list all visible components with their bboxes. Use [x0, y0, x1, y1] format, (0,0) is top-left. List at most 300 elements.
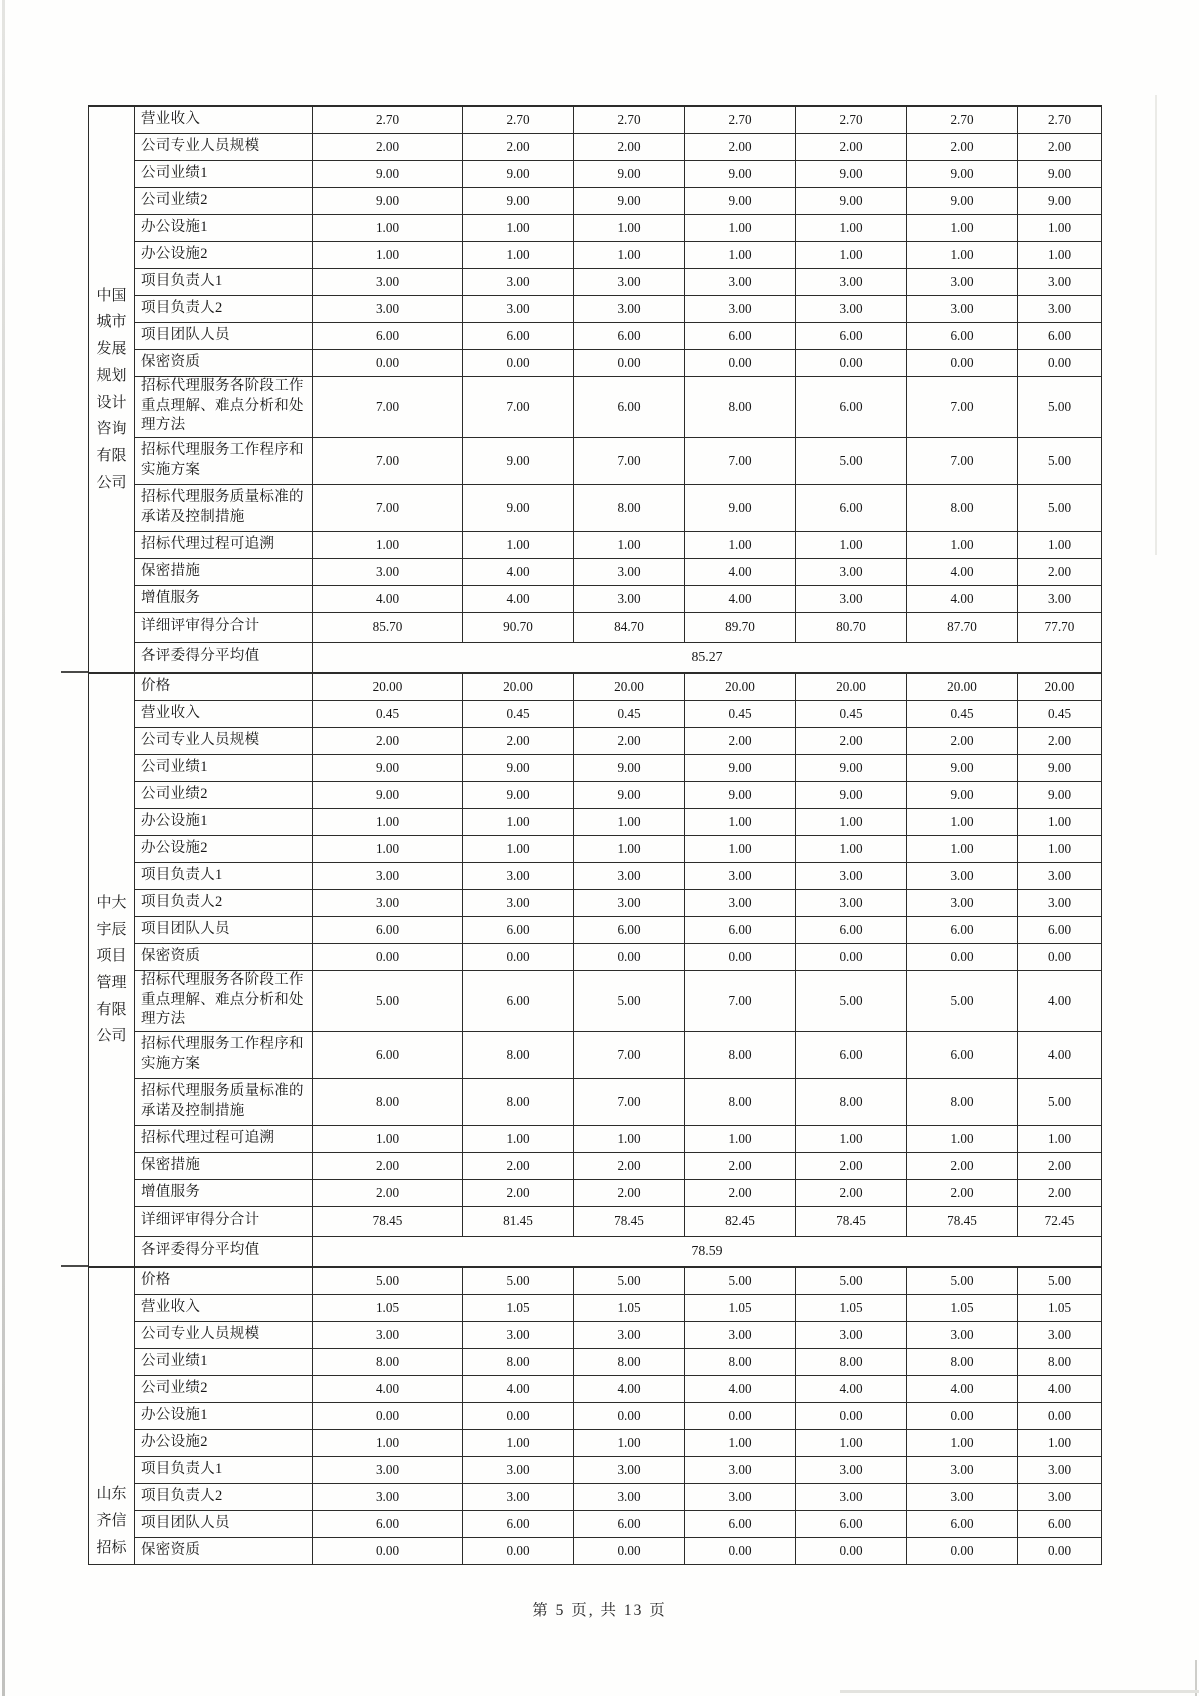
score-cell: 0.00 — [685, 1537, 796, 1564]
score-cell: 1.05 — [463, 1294, 574, 1321]
score-cell: 0.00 — [313, 1402, 463, 1429]
score-cell: 0.00 — [574, 1537, 685, 1564]
score-cell: 3.00 — [1018, 1483, 1102, 1510]
score-cell: 2.00 — [574, 133, 685, 160]
scan-artifact-section-tick — [61, 1265, 88, 1267]
criteria-label: 项目团队人员 — [135, 916, 313, 943]
score-cell: 7.00 — [313, 484, 463, 531]
score-cell: 9.00 — [796, 754, 907, 781]
criteria-label: 办公设施1 — [135, 808, 313, 835]
score-cell: 7.00 — [907, 376, 1018, 437]
score-cell: 0.00 — [907, 943, 1018, 970]
score-cell: 2.00 — [685, 1179, 796, 1206]
score-cell: 6.00 — [313, 322, 463, 349]
score-cell: 1.00 — [1018, 1125, 1102, 1152]
score-cell: 2.00 — [796, 727, 907, 754]
score-cell: 3.00 — [685, 1456, 796, 1483]
scan-artifact-right-line — [1155, 95, 1157, 555]
score-cell: 3.00 — [685, 1483, 796, 1510]
criteria-label: 价格 — [135, 1267, 313, 1294]
score-cell: 2.70 — [463, 106, 574, 133]
score-cell: 2.70 — [907, 106, 1018, 133]
criteria-row — [89, 1402, 1102, 1429]
score-cell: 8.00 — [313, 1078, 463, 1125]
score-cell: 9.00 — [574, 754, 685, 781]
criteria-label: 营业收入 — [135, 700, 313, 727]
score-cell: 4.00 — [685, 558, 796, 585]
criteria-label: 保密资质 — [135, 943, 313, 970]
criteria-row — [89, 916, 1102, 943]
average-label: 各评委得分平均值 — [135, 1236, 313, 1267]
criteria-row — [89, 1537, 1102, 1564]
score-cell: 1.00 — [463, 1429, 574, 1456]
score-cell: 5.00 — [685, 1267, 796, 1294]
criteria-label: 公司业绩2 — [135, 781, 313, 808]
score-cell: 6.00 — [1018, 916, 1102, 943]
criteria-row — [89, 1429, 1102, 1456]
criteria-row — [89, 754, 1102, 781]
criteria-row — [89, 700, 1102, 727]
criteria-row — [89, 1078, 1102, 1125]
score-cell: 20.00 — [463, 673, 574, 700]
score-cell: 9.00 — [463, 160, 574, 187]
criteria-label: 办公设施1 — [135, 214, 313, 241]
score-cell: 3.00 — [907, 1483, 1018, 1510]
score-cell: 5.00 — [796, 970, 907, 1031]
criteria-row — [89, 160, 1102, 187]
score-cell: 1.05 — [907, 1294, 1018, 1321]
score-cell: 1.05 — [796, 1294, 907, 1321]
score-cell: 78.45 — [796, 1206, 907, 1236]
score-cell: 1.05 — [313, 1294, 463, 1321]
score-cell: 6.00 — [463, 1510, 574, 1537]
score-cell: 7.00 — [574, 1078, 685, 1125]
average-row — [89, 642, 1102, 673]
score-cell: 8.00 — [796, 1348, 907, 1375]
score-cell: 0.45 — [574, 700, 685, 727]
score-cell: 3.00 — [463, 1456, 574, 1483]
criteria-label: 招标代理过程可追溯 — [135, 1125, 313, 1152]
score-cell: 6.00 — [907, 1510, 1018, 1537]
score-cell: 6.00 — [685, 1510, 796, 1537]
score-cell: 9.00 — [313, 160, 463, 187]
score-cell: 1.00 — [574, 531, 685, 558]
score-cell: 9.00 — [463, 187, 574, 214]
scan-artifact-bottom-smudge — [840, 1690, 1199, 1693]
score-cell: 3.00 — [685, 295, 796, 322]
score-cell: 0.00 — [313, 943, 463, 970]
score-cell: 9.00 — [1018, 754, 1102, 781]
score-cell: 5.00 — [574, 970, 685, 1031]
score-cell: 4.00 — [1018, 970, 1102, 1031]
score-cell: 3.00 — [907, 295, 1018, 322]
score-cell: 9.00 — [313, 781, 463, 808]
score-cell: 2.00 — [463, 1152, 574, 1179]
score-cell: 6.00 — [313, 1510, 463, 1537]
score-cell: 3.00 — [1018, 585, 1102, 612]
score-cell: 8.00 — [907, 1348, 1018, 1375]
criteria-row — [89, 349, 1102, 376]
score-cell: 2.00 — [574, 1152, 685, 1179]
criteria-row — [89, 862, 1102, 889]
score-cell: 4.00 — [463, 585, 574, 612]
score-cell: 8.00 — [907, 484, 1018, 531]
score-cell: 0.00 — [907, 349, 1018, 376]
score-cell: 2.00 — [907, 1152, 1018, 1179]
score-cell: 7.00 — [574, 1031, 685, 1078]
score-cell: 3.00 — [574, 1483, 685, 1510]
score-cell: 2.00 — [796, 1179, 907, 1206]
score-cell: 6.00 — [574, 322, 685, 349]
score-cell: 8.00 — [463, 1078, 574, 1125]
score-cell: 9.00 — [1018, 187, 1102, 214]
score-cell: 3.00 — [574, 295, 685, 322]
criteria-label: 项目团队人员 — [135, 322, 313, 349]
score-cell: 5.00 — [1018, 1078, 1102, 1125]
score-cell: 0.00 — [574, 943, 685, 970]
score-cell: 20.00 — [574, 673, 685, 700]
score-cell: 3.00 — [685, 862, 796, 889]
criteria-row — [89, 133, 1102, 160]
score-cell: 3.00 — [796, 889, 907, 916]
score-cell: 0.45 — [685, 700, 796, 727]
criteria-row — [89, 531, 1102, 558]
criteria-row — [89, 295, 1102, 322]
score-cell: 0.00 — [574, 1402, 685, 1429]
score-cell: 5.00 — [1018, 484, 1102, 531]
score-cell: 7.00 — [313, 437, 463, 484]
criteria-label: 办公设施2 — [135, 1429, 313, 1456]
criteria-label: 招标代理服务质量标准的承诺及控制措施 — [135, 1078, 313, 1125]
score-cell: 6.00 — [1018, 322, 1102, 349]
score-cell: 2.00 — [313, 133, 463, 160]
criteria-row — [89, 1510, 1102, 1537]
score-cell: 3.00 — [796, 268, 907, 295]
criteria-row — [89, 1031, 1102, 1078]
score-cell: 4.00 — [463, 1375, 574, 1402]
score-cell: 1.00 — [313, 1429, 463, 1456]
score-cell: 1.00 — [313, 808, 463, 835]
score-cell: 1.00 — [1018, 214, 1102, 241]
score-cell: 0.00 — [574, 349, 685, 376]
criteria-label: 增值服务 — [135, 585, 313, 612]
score-cell: 78.45 — [574, 1206, 685, 1236]
score-cell: 2.00 — [463, 727, 574, 754]
score-cell: 1.00 — [1018, 808, 1102, 835]
score-cell: 0.00 — [796, 943, 907, 970]
score-cell: 1.00 — [1018, 1429, 1102, 1456]
score-cell: 2.00 — [1018, 1179, 1102, 1206]
score-cell: 7.00 — [685, 970, 796, 1031]
criteria-row — [89, 437, 1102, 484]
score-cell: 3.00 — [907, 1321, 1018, 1348]
criteria-label: 公司业绩2 — [135, 187, 313, 214]
score-cell: 0.00 — [685, 349, 796, 376]
score-cell: 2.00 — [1018, 727, 1102, 754]
score-cell: 2.00 — [907, 727, 1018, 754]
criteria-label: 项目负责人2 — [135, 1483, 313, 1510]
score-cell: 0.00 — [796, 349, 907, 376]
score-cell: 0.45 — [463, 700, 574, 727]
criteria-label: 价格 — [135, 673, 313, 700]
evaluation-score-table — [88, 105, 1102, 1565]
score-cell: 1.00 — [796, 1125, 907, 1152]
score-cell: 2.00 — [313, 1152, 463, 1179]
score-cell: 5.00 — [907, 1267, 1018, 1294]
criteria-label: 保密资质 — [135, 1537, 313, 1564]
criteria-label: 公司业绩1 — [135, 1348, 313, 1375]
score-cell: 7.00 — [463, 376, 574, 437]
criteria-row — [89, 943, 1102, 970]
evaluation-table-body — [89, 106, 1102, 1564]
score-cell: 2.00 — [907, 1179, 1018, 1206]
score-cell: 3.00 — [796, 1321, 907, 1348]
score-cell: 9.00 — [574, 781, 685, 808]
score-cell: 9.00 — [463, 437, 574, 484]
criteria-row — [89, 727, 1102, 754]
criteria-row — [89, 1348, 1102, 1375]
score-cell: 3.00 — [685, 268, 796, 295]
score-cell: 2.70 — [685, 106, 796, 133]
score-cell: 3.00 — [1018, 889, 1102, 916]
score-cell: 3.00 — [1018, 295, 1102, 322]
score-cell: 1.00 — [463, 214, 574, 241]
score-cell: 8.00 — [796, 1078, 907, 1125]
criteria-row — [89, 781, 1102, 808]
score-cell: 1.00 — [574, 214, 685, 241]
score-cell: 3.00 — [796, 1456, 907, 1483]
company-name: 中国城市发展规划设计咨询有限公司 — [89, 106, 135, 673]
criteria-label: 保密措施 — [135, 558, 313, 585]
score-cell: 3.00 — [796, 295, 907, 322]
score-cell: 82.45 — [685, 1206, 796, 1236]
score-cell: 3.00 — [574, 558, 685, 585]
page-footer: 第 5 页, 共 13 页 — [532, 1602, 667, 1619]
score-cell: 5.00 — [796, 437, 907, 484]
score-cell: 85.70 — [313, 612, 463, 642]
score-cell: 1.00 — [463, 531, 574, 558]
criteria-row — [89, 241, 1102, 268]
score-cell: 2.00 — [463, 1179, 574, 1206]
score-cell: 3.00 — [574, 268, 685, 295]
score-cell: 8.00 — [907, 1078, 1018, 1125]
score-cell: 2.00 — [574, 727, 685, 754]
score-cell: 2.70 — [313, 106, 463, 133]
score-cell: 72.45 — [1018, 1206, 1102, 1236]
criteria-row — [89, 585, 1102, 612]
score-cell: 3.00 — [796, 862, 907, 889]
score-cell: 3.00 — [313, 295, 463, 322]
score-cell: 0.00 — [907, 1402, 1018, 1429]
score-cell: 9.00 — [907, 187, 1018, 214]
score-cell: 3.00 — [796, 585, 907, 612]
score-cell: 5.00 — [313, 970, 463, 1031]
criteria-label: 公司业绩2 — [135, 1375, 313, 1402]
score-cell: 4.00 — [796, 1375, 907, 1402]
score-cell: 4.00 — [463, 558, 574, 585]
score-cell: 9.00 — [685, 484, 796, 531]
score-cell: 9.00 — [313, 187, 463, 214]
average-row — [89, 1236, 1102, 1267]
score-cell: 5.00 — [1018, 437, 1102, 484]
score-cell: 5.00 — [907, 970, 1018, 1031]
score-cell: 2.00 — [1018, 1152, 1102, 1179]
score-cell: 4.00 — [313, 585, 463, 612]
criteria-label: 保密资质 — [135, 349, 313, 376]
company-name: 中大宇辰项目管理有限公司 — [89, 673, 135, 1267]
score-cell: 8.00 — [574, 484, 685, 531]
score-cell: 6.00 — [796, 322, 907, 349]
score-cell: 1.00 — [313, 241, 463, 268]
criteria-row — [89, 214, 1102, 241]
score-cell: 1.00 — [796, 241, 907, 268]
criteria-row — [89, 835, 1102, 862]
score-cell: 0.00 — [1018, 943, 1102, 970]
criteria-label: 增值服务 — [135, 1179, 313, 1206]
score-cell: 1.00 — [685, 241, 796, 268]
score-cell: 6.00 — [463, 322, 574, 349]
score-cell: 84.70 — [574, 612, 685, 642]
score-cell: 2.70 — [1018, 106, 1102, 133]
score-cell: 1.00 — [907, 241, 1018, 268]
criteria-row — [89, 1125, 1102, 1152]
score-cell: 1.00 — [1018, 835, 1102, 862]
score-cell: 3.00 — [463, 889, 574, 916]
score-cell: 0.45 — [907, 700, 1018, 727]
score-cell: 3.00 — [463, 268, 574, 295]
score-cell: 20.00 — [313, 673, 463, 700]
score-cell: 1.00 — [685, 1429, 796, 1456]
score-cell: 1.00 — [574, 1429, 685, 1456]
score-cell: 1.00 — [907, 808, 1018, 835]
summary-row — [89, 1206, 1102, 1236]
score-cell: 3.00 — [313, 1321, 463, 1348]
score-cell: 1.00 — [907, 214, 1018, 241]
score-cell: 3.00 — [463, 1483, 574, 1510]
score-cell: 8.00 — [685, 376, 796, 437]
score-cell: 4.00 — [685, 1375, 796, 1402]
score-cell: 1.00 — [313, 214, 463, 241]
criteria-row — [89, 106, 1102, 133]
score-cell: 5.00 — [313, 1267, 463, 1294]
score-cell: 2.00 — [1018, 558, 1102, 585]
score-cell: 0.00 — [1018, 349, 1102, 376]
criteria-row — [89, 1375, 1102, 1402]
criteria-label: 营业收入 — [135, 106, 313, 133]
criteria-label: 项目负责人2 — [135, 889, 313, 916]
score-cell: 6.00 — [685, 916, 796, 943]
criteria-row — [89, 673, 1102, 700]
score-cell: 77.70 — [1018, 612, 1102, 642]
criteria-label: 项目负责人1 — [135, 862, 313, 889]
score-cell: 78.45 — [313, 1206, 463, 1236]
criteria-row — [89, 1321, 1102, 1348]
score-cell: 6.00 — [685, 322, 796, 349]
score-cell: 1.00 — [907, 1429, 1018, 1456]
criteria-label: 招标代理服务各阶段工作重点理解、难点分析和处理方法 — [135, 970, 313, 1031]
score-cell: 6.00 — [463, 916, 574, 943]
score-cell: 6.00 — [796, 376, 907, 437]
score-cell: 8.00 — [685, 1031, 796, 1078]
score-cell: 6.00 — [313, 1031, 463, 1078]
score-cell: 1.00 — [463, 808, 574, 835]
criteria-label: 项目团队人员 — [135, 1510, 313, 1537]
score-cell: 9.00 — [907, 754, 1018, 781]
score-cell: 20.00 — [685, 673, 796, 700]
criteria-label: 招标代理服务工作程序和实施方案 — [135, 1031, 313, 1078]
score-cell: 2.00 — [796, 1152, 907, 1179]
score-cell: 3.00 — [574, 1456, 685, 1483]
scan-artifact-left-edge — [2, 0, 5, 1696]
score-cell: 9.00 — [685, 187, 796, 214]
score-cell: 6.00 — [313, 916, 463, 943]
average-value: 85.27 — [313, 642, 1102, 673]
score-cell: 2.00 — [685, 1152, 796, 1179]
score-cell: 1.00 — [313, 1125, 463, 1152]
criteria-row — [89, 376, 1102, 437]
criteria-label: 招标代理服务质量标准的承诺及控制措施 — [135, 484, 313, 531]
score-cell: 4.00 — [1018, 1375, 1102, 1402]
score-cell: 1.00 — [685, 531, 796, 558]
score-cell: 1.00 — [796, 835, 907, 862]
average-value: 78.59 — [313, 1236, 1102, 1267]
criteria-label: 招标代理服务工作程序和实施方案 — [135, 437, 313, 484]
score-cell: 0.00 — [463, 349, 574, 376]
score-cell: 7.00 — [907, 437, 1018, 484]
score-cell: 1.00 — [574, 835, 685, 862]
summary-row — [89, 612, 1102, 642]
score-cell: 9.00 — [796, 781, 907, 808]
score-cell: 1.05 — [1018, 1294, 1102, 1321]
criteria-label: 营业收入 — [135, 1294, 313, 1321]
score-cell: 0.00 — [1018, 1402, 1102, 1429]
score-cell: 1.00 — [685, 808, 796, 835]
score-cell: 9.00 — [796, 187, 907, 214]
score-cell: 9.00 — [463, 754, 574, 781]
score-cell: 3.00 — [463, 295, 574, 322]
score-cell: 4.00 — [907, 558, 1018, 585]
score-cell: 6.00 — [907, 1031, 1018, 1078]
criteria-label: 办公设施1 — [135, 1402, 313, 1429]
score-cell: 1.00 — [574, 808, 685, 835]
score-cell: 3.00 — [574, 1321, 685, 1348]
score-cell: 4.00 — [685, 585, 796, 612]
score-cell: 1.00 — [796, 1429, 907, 1456]
score-cell: 0.00 — [1018, 1537, 1102, 1564]
score-cell: 78.45 — [907, 1206, 1018, 1236]
criteria-label: 保密措施 — [135, 1152, 313, 1179]
score-cell: 90.70 — [463, 612, 574, 642]
score-cell: 3.00 — [685, 1321, 796, 1348]
score-cell: 6.00 — [796, 916, 907, 943]
score-cell: 0.00 — [463, 1402, 574, 1429]
score-cell: 2.00 — [1018, 133, 1102, 160]
score-cell: 3.00 — [313, 268, 463, 295]
score-cell: 5.00 — [463, 1267, 574, 1294]
score-cell: 3.00 — [907, 1456, 1018, 1483]
score-cell: 3.00 — [313, 862, 463, 889]
score-cell: 2.00 — [685, 133, 796, 160]
score-cell: 0.45 — [796, 700, 907, 727]
score-cell: 4.00 — [907, 585, 1018, 612]
score-cell: 3.00 — [313, 1456, 463, 1483]
score-cell: 1.00 — [313, 835, 463, 862]
score-cell: 9.00 — [907, 160, 1018, 187]
score-cell: 1.00 — [907, 531, 1018, 558]
score-cell: 1.00 — [907, 835, 1018, 862]
score-cell: 1.00 — [1018, 241, 1102, 268]
score-cell: 2.00 — [313, 1179, 463, 1206]
